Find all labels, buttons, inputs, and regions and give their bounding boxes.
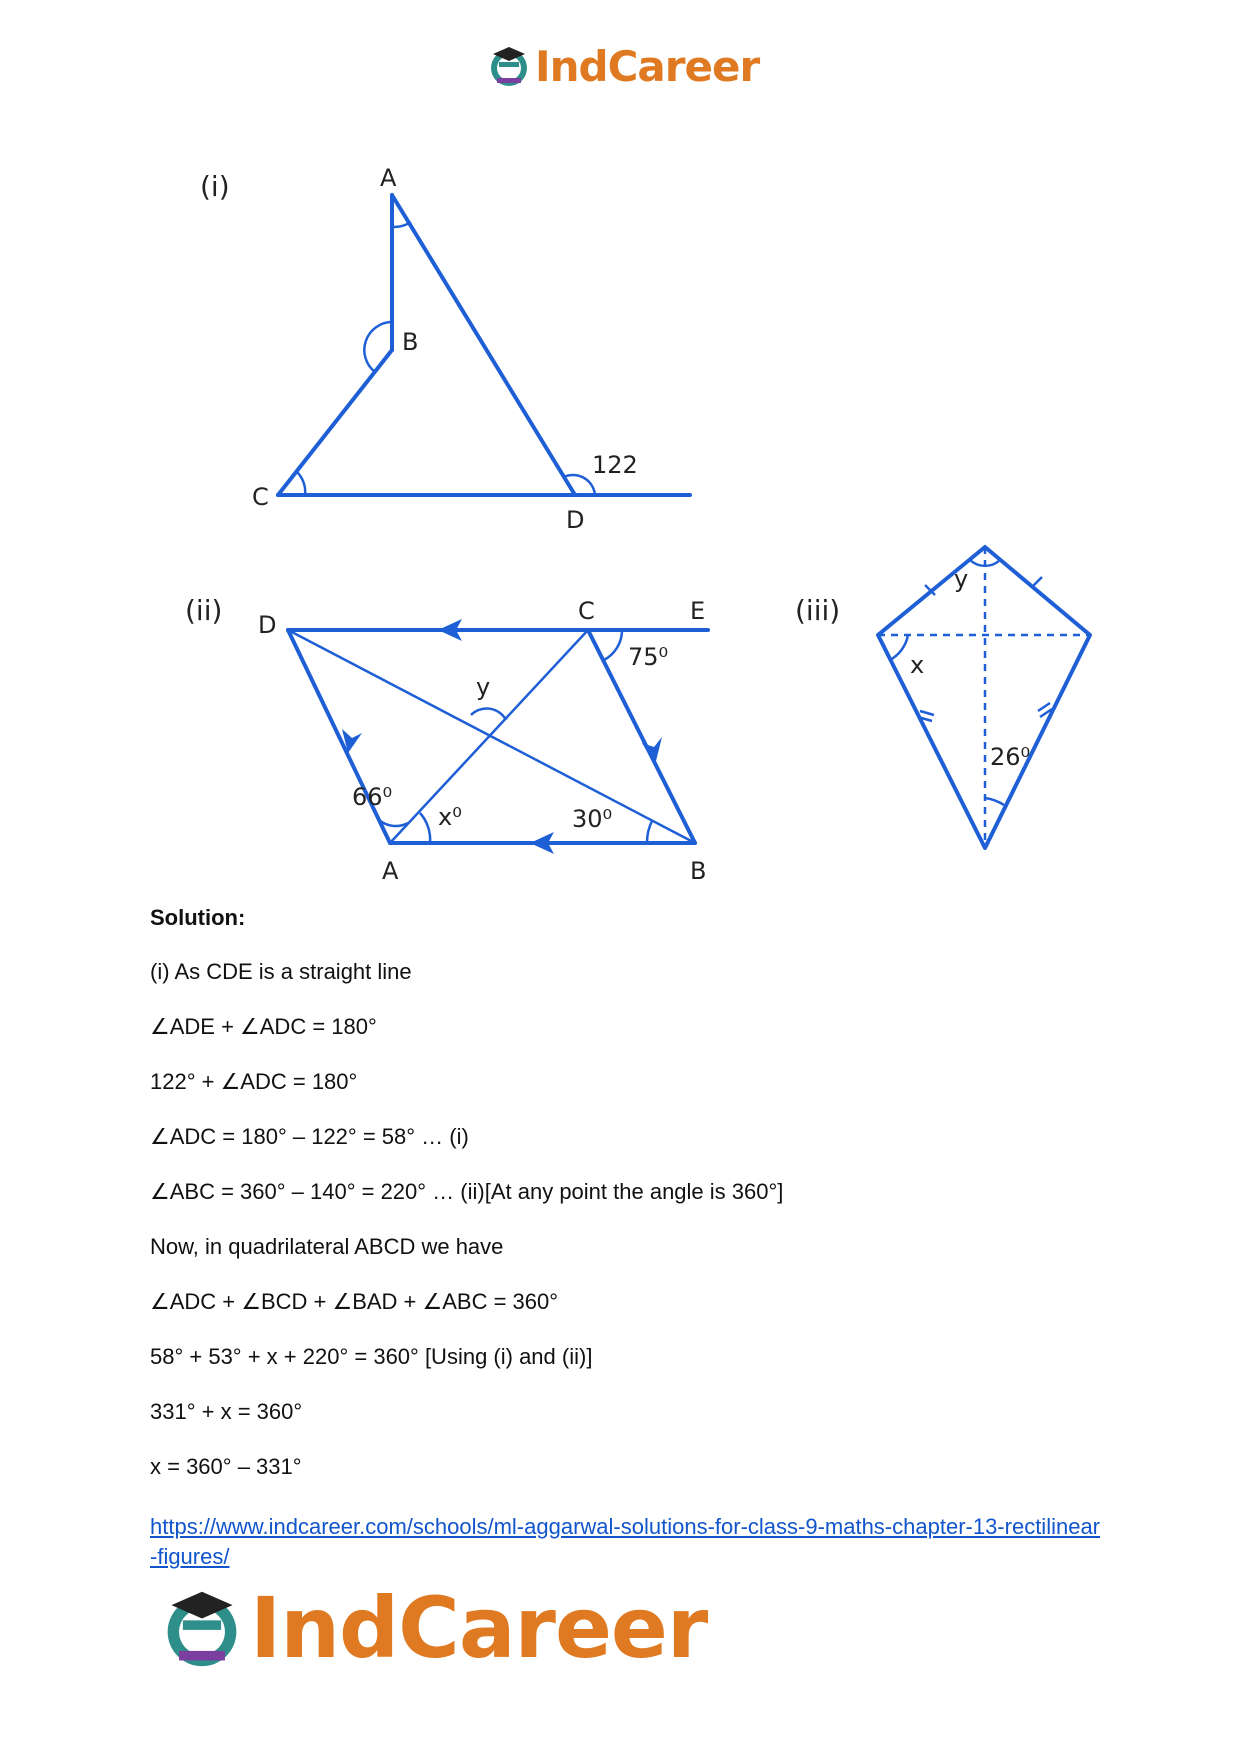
brand-name: IndCareer xyxy=(535,41,760,91)
header-logo xyxy=(487,40,759,92)
solution-line: ∠ADE + ∠ADC = 180° xyxy=(150,1014,377,1039)
tick-left-bottom-1 xyxy=(920,711,934,715)
angle-x-label: x⁰ xyxy=(438,803,462,831)
angle-122-label: 122 xyxy=(592,451,638,479)
figure-ii-label: (ii) xyxy=(185,594,223,627)
angle-26-label: 26⁰ xyxy=(990,743,1031,771)
point-d-label: D xyxy=(258,611,277,639)
graduation-cap-book-icon xyxy=(160,1586,244,1670)
point-d-label: D xyxy=(566,506,585,530)
point-e-label: E xyxy=(690,597,706,625)
angle-arc-30 xyxy=(647,821,652,843)
solution-line: (i) As CDE is a straight line xyxy=(150,959,412,984)
point-b-label: B xyxy=(690,857,707,885)
brand-name: IndCareer xyxy=(250,1579,708,1677)
solution-heading: Solution: xyxy=(150,905,246,930)
figure-i xyxy=(180,150,720,530)
figure-ii xyxy=(180,585,740,895)
solution-line: 331° + x = 360° xyxy=(150,1399,303,1424)
point-c-label: C xyxy=(578,597,595,625)
figure-iii xyxy=(790,535,1110,855)
diagonal-ac xyxy=(390,630,588,843)
angle-arc-c xyxy=(297,472,305,495)
solution-line: ∠ADC + ∠BCD + ∠BAD + ∠ABC = 360° xyxy=(150,1289,559,1314)
angle-y-label: y xyxy=(954,565,969,593)
footer-logo xyxy=(160,1580,707,1676)
angle-x-label: x xyxy=(910,651,925,679)
graduation-cap-book-icon xyxy=(487,44,531,88)
angle-arc-a xyxy=(392,222,411,227)
tick-right-top xyxy=(1032,577,1042,587)
angle-arc-x xyxy=(420,813,430,843)
tick-right-bottom-1 xyxy=(1038,703,1050,711)
angle-30-label: 30⁰ xyxy=(572,805,613,833)
segment-ad xyxy=(392,195,575,495)
angle-arc-x xyxy=(890,635,908,660)
point-a-label: A xyxy=(382,857,399,885)
solution-section xyxy=(150,905,1100,1509)
angle-y-label: y xyxy=(476,673,491,701)
angle-arc-26 xyxy=(985,798,1004,805)
solution-line: Now, in quadrilateral ABCD we have xyxy=(150,1234,504,1259)
figure-iii-label: (iii) xyxy=(795,594,841,627)
point-c-label: C xyxy=(252,483,269,511)
solution-line: 58° + 53° + x + 220° = 360° [Using (i) and (ii)] xyxy=(150,1344,593,1369)
angle-arc-75 xyxy=(604,630,622,660)
source-link[interactable]: https://www.indcareer.com/schools/ml-aggarwal-solutions-for-class-9-maths-chapter-13-rectilinear-figures/ xyxy=(150,1514,1101,1569)
figure-i-label: (i) xyxy=(200,170,230,203)
angle-75-label: 75⁰ xyxy=(628,643,669,671)
solution-line: ∠ABC = 360° – 140° = 220° … (ii)[At any point the angle is 360°] xyxy=(150,1179,784,1204)
point-b-label: B xyxy=(402,328,419,356)
segment-da xyxy=(288,630,393,843)
solution-line: 122° + ∠ADC = 180° xyxy=(150,1069,358,1094)
point-a-label: A xyxy=(380,164,397,192)
solution-line: x = 360° – 331° xyxy=(150,1454,302,1479)
solution-line: ∠ADC = 180° – 122° = 58° … (i) xyxy=(150,1124,469,1149)
angle-arc-y xyxy=(471,708,506,720)
angle-66-label: 66⁰ xyxy=(352,783,393,811)
